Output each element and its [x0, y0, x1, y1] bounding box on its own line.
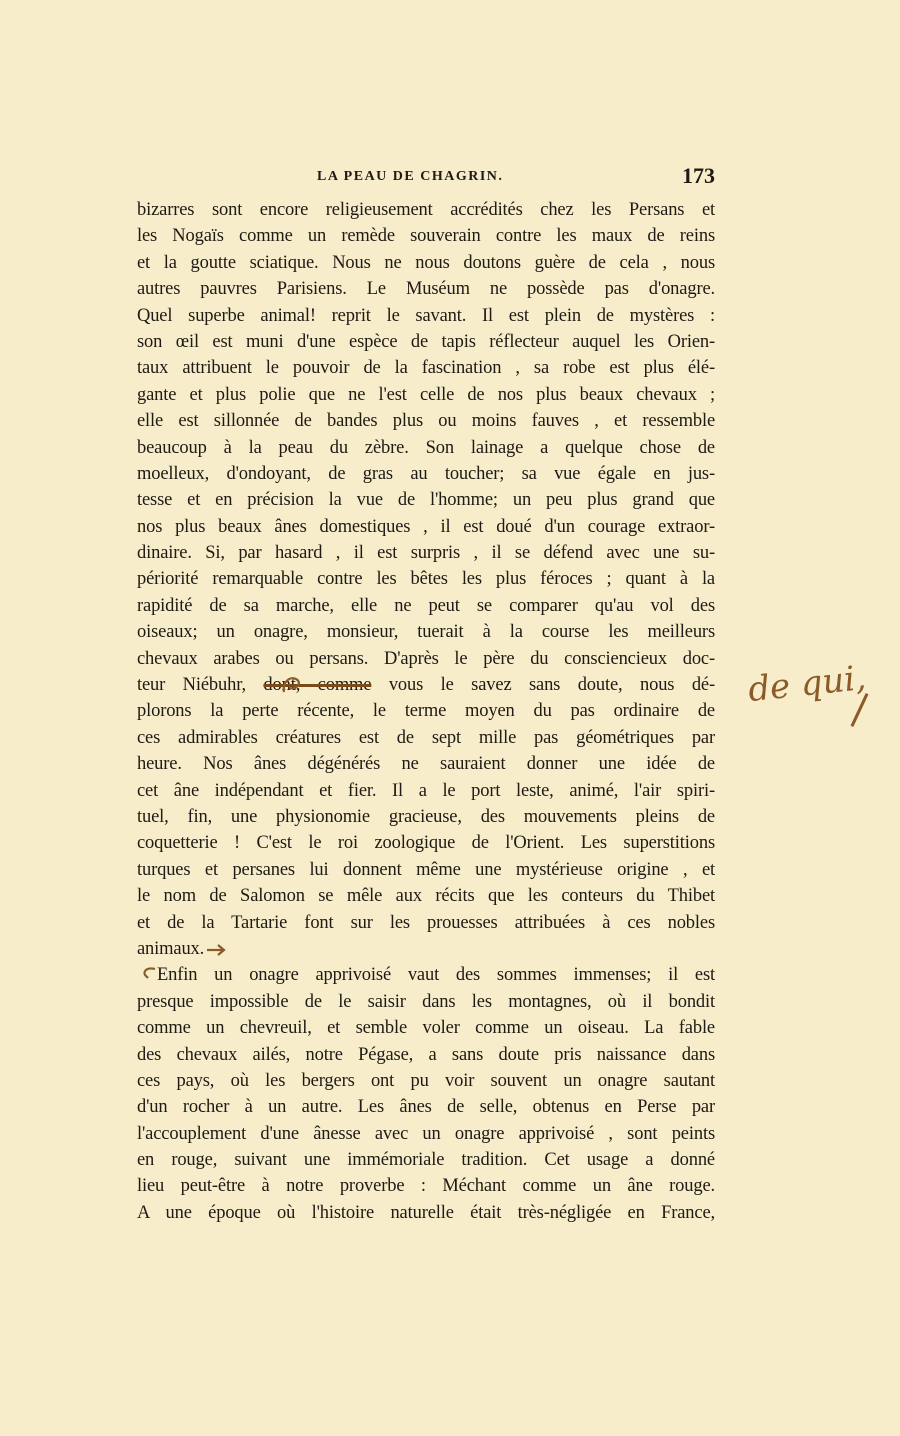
text-line: le nom de Salomon se mêle aux récits que les conteurs du Thibet — [137, 886, 715, 907]
text-line: et la goutte sciatique. Nous ne nous doutons guère de cela , nous — [137, 252, 715, 273]
text-line: elle est sillonnée de bandes plus ou moins fauves , et ressemble — [137, 411, 715, 432]
text-line: l'accouplement d'une ânesse avec un onagre apprivoisé , sont peints — [137, 1123, 715, 1144]
struck-text: dont, comme — [263, 675, 372, 696]
text-line: A une époque où l'histoire naturelle était très-négligée en France, — [137, 1202, 715, 1223]
text-line: son œil est muni d'une espèce de tapis réflecteur auquel les Orien- — [137, 331, 715, 352]
text-segment: teur Niébuhr, — [137, 675, 264, 696]
text-line: presque impossible de le saisir dans les montagnes, où il bondit — [137, 991, 715, 1012]
text-line: plorons la perte récente, le terme moyen du pas ordinaire de — [137, 701, 715, 722]
text-line: et de la Tartarie font sur les prouesses attribuées à ces nobles — [137, 912, 715, 933]
text-line: taux attribuent le pouvoir de la fascination , sa robe est plus élé- — [137, 358, 715, 379]
text-line: chevaux arabes ou persans. D'après le père du consciencieux doc- — [137, 648, 715, 669]
text-line: des chevaux ailés, notre Pégase, a sans doute pris naissance dans — [137, 1044, 715, 1065]
page-number: 173 — [682, 163, 715, 188]
insertion-arrow-icon — [206, 944, 228, 956]
text-line: d'un rocher à un autre. Les ânes de selle, obtenus en Perse par — [137, 1097, 715, 1118]
text-line: cet âne indépendant et fier. Il a le port leste, animé, l'air spiri- — [137, 780, 715, 801]
text-line: Quel superbe animal! reprit le savant. Il est plein de mystères : — [137, 305, 715, 326]
running-title: LA PEAU DE CHAGRIN. — [317, 169, 504, 184]
text-line: turques et persanes lui donnent même une mystérieuse origine , et — [137, 859, 715, 880]
text-line: les Nogaïs comme un remède souverain contre les maux de reins — [137, 226, 715, 247]
text-line: heure. Nos ânes dégénérés ne sauraient donner une idée de — [137, 754, 715, 775]
text-line: tuel, fin, une physionomie gracieuse, des mouvements pleins de — [137, 806, 715, 827]
text-line: coquetterie ! C'est le roi zoologique de l'Orient. Les superstitions — [137, 833, 715, 854]
text-line: bizarres sont encore religieusement accrédités chez les Persans et — [137, 200, 715, 220]
text-line: oiseaux; un onagre, monsieur, tuerait à la course les meilleurs — [137, 622, 715, 643]
text-line: tesse et en précision la vue de l'homme; un peu plus grand que — [137, 490, 715, 511]
text-line: Enfin un onagre apprivoisé vaut des sommes immenses; il est — [157, 965, 715, 986]
text-line: lieu peut-être à notre proverbe : Méchant comme un âne rouge. — [137, 1176, 715, 1197]
text-line: ces pays, où les bergers ont pu voir souvent un onagre sautant — [137, 1070, 715, 1091]
text-line: en rouge, suivant une immémoriale tradition. Cet usage a donné — [137, 1150, 715, 1171]
text-segment: vous le savez sans doute, nous dé- — [371, 675, 715, 696]
text-line: dinaire. Si, par hasard , il est surpris , il se défend avec une su- — [137, 543, 715, 564]
page-header — [137, 163, 715, 191]
page-body — [137, 197, 715, 1226]
text-line: moelleux, d'ondoyant, de gras au toucher; sa vue égale en jus- — [137, 463, 715, 484]
paragraph-end-line — [137, 936, 715, 962]
text-line-with-strikethrough — [137, 672, 715, 698]
text-line: ces admirables créatures est de sept mille pas géométriques par — [137, 727, 715, 748]
text-line: rapidité de sa marche, elle ne peut se comparer qu'au vol des — [137, 595, 715, 616]
text-segment: animaux. — [137, 938, 205, 959]
handwritten-margin-note: de qui, — [746, 657, 868, 711]
text-line: beaucoup à la peau du zèbre. Son lainage a quelque chose de — [137, 437, 715, 458]
text-line: nos plus beaux ânes domestiques , il est doué d'un courage extraor- — [137, 516, 715, 537]
text-line: périorité remarquable contre les bêtes les plus féroces ; quant à la — [137, 569, 715, 590]
text-line: gante et plus polie que ne l'est celle de nos plus beaux chevaux ; — [137, 384, 715, 405]
text-line: autres pauvres Parisiens. Le Muséum ne possède pas d'onagre. — [137, 279, 715, 300]
text-line: comme un chevreuil, et semble voler comme un oiseau. La fable — [137, 1018, 715, 1039]
